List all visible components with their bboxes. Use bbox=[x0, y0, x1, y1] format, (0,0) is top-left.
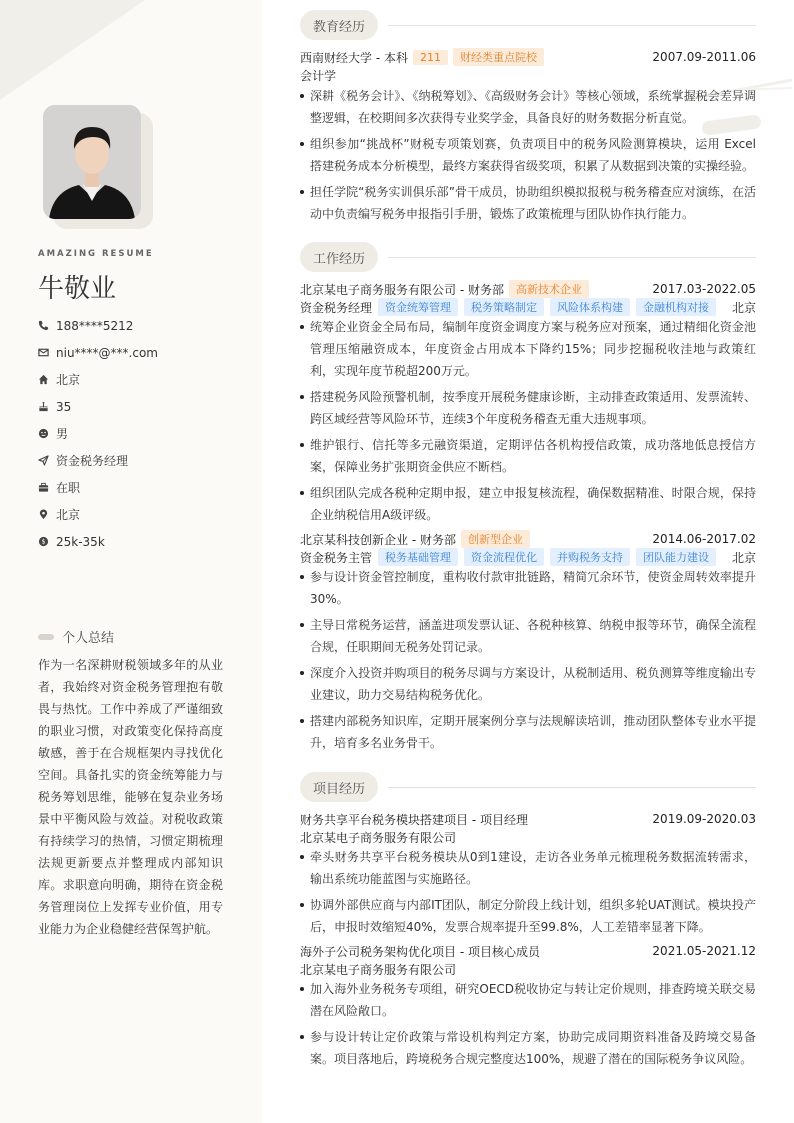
project-org: 北京某电子商务服务有限公司 bbox=[300, 962, 457, 977]
info-position bbox=[38, 447, 248, 474]
location-pin-icon bbox=[38, 509, 49, 520]
svg-text:$: $ bbox=[41, 537, 46, 546]
list-item: 协调外部供应商与内部IT团队，制定分阶段上线计划，组织多轮UAT测试。模块投产后，申报时效缩短40%，发票合规率提升至99.8%，人工差错率显著下降。 bbox=[300, 894, 756, 938]
project-name: 财务共享平台税务模块搭建项目 - 项目经理 bbox=[300, 812, 528, 827]
briefcase-icon bbox=[38, 482, 49, 493]
skill-tag: 资金统筹管理 bbox=[378, 298, 458, 316]
face-icon bbox=[38, 428, 49, 439]
list-item: 维护银行、信托等多元融资渠道，定期评估各机构授信政策，成功落地低息授信方案，保障业务扩张期资金供应不断档。 bbox=[300, 434, 756, 478]
job-date: 2014.06-2017.02 bbox=[652, 532, 756, 546]
salary-text: 25k-35k bbox=[56, 534, 105, 549]
education-school-row bbox=[300, 48, 756, 66]
section-projects-heading bbox=[300, 772, 756, 802]
job-date: 2017.03-2022.05 bbox=[652, 282, 756, 296]
info-status bbox=[38, 474, 248, 501]
job-bullets bbox=[300, 316, 756, 530]
project-org-row bbox=[300, 960, 756, 978]
list-item: 加入海外业务税务专项组，研究OECD税收协定与转让定价规则，排查跨境关联交易潜在风险敞口。 bbox=[300, 978, 756, 1022]
school-tag: 财经类重点院校 bbox=[453, 48, 544, 66]
school-tag: 211 bbox=[413, 50, 448, 65]
job-role: 资金税务经理 bbox=[300, 300, 373, 315]
skill-tag: 资金流程优化 bbox=[464, 548, 544, 566]
project-bullets bbox=[300, 846, 756, 942]
phone-text: 188****5212 bbox=[56, 318, 134, 333]
info-email bbox=[38, 339, 248, 366]
list-item: 统筹企业资金全局布局，编制年度资金调度方案与税务应对预案，通过精细化资金池管理压缩融资成本，年度资金占用成本下降约15%；同步挖掘税收洼地与政策红利，实现年度节税超200万元。 bbox=[300, 316, 756, 382]
section-education-heading bbox=[300, 10, 756, 40]
section-divider bbox=[388, 787, 756, 788]
project-date: 2019.09-2020.03 bbox=[652, 812, 756, 826]
list-item: 深耕《税务会计》、《纳税筹划》、《高级财务会计》等核心领域，系统掌握税会差异调整逻辑，在校期间多次获得专业奖学金，具备良好的财务数据分析直觉。 bbox=[300, 85, 756, 129]
profile-photo bbox=[43, 105, 141, 219]
summary-heading bbox=[38, 627, 114, 646]
project-name: 海外子公司税务架构优化项目 - 项目核心成员 bbox=[300, 944, 540, 959]
section-education-title: 教育经历 bbox=[300, 10, 378, 40]
candidate-name: 牛敬业 bbox=[38, 274, 117, 304]
list-item: 深度介入投资并购项目的税务尽调与方案设计，从税制适用、税负测算等维度输出专业建议，助力交易结构税务优化。 bbox=[300, 662, 756, 706]
avatar bbox=[43, 105, 153, 229]
project-org-row bbox=[300, 828, 756, 846]
list-item: 组织参加“挑战杯”财税专项策划赛，负责项目中的税务风险测算模块，运用 Excel 搭建税务成本分析模型，最终方案获得省级奖项，积累了从数据到决策的实操经验。 bbox=[300, 133, 756, 177]
age-text: 35 bbox=[56, 399, 72, 414]
list-item: 组织团队完成各税种定期申报，建立申报复核流程，确保数据精准、时限合规，保持企业纳税信用A级评级。 bbox=[300, 482, 756, 526]
section-projects-title: 项目经历 bbox=[300, 772, 378, 802]
major: 会计学 bbox=[300, 68, 337, 83]
home-text: 北京 bbox=[56, 373, 81, 387]
section-work-title: 工作经历 bbox=[300, 242, 378, 272]
send-icon bbox=[38, 455, 49, 466]
education-bullets bbox=[300, 85, 756, 229]
list-item: 搭建内部税务知识库，定期开展案例分享与法规解读培训，推动团队整体专业水平提升，培育多名业务骨干。 bbox=[300, 710, 756, 754]
position-text: 资金税务经理 bbox=[56, 454, 129, 468]
project-date: 2021.05-2021.12 bbox=[652, 944, 756, 958]
section-divider bbox=[388, 257, 756, 258]
list-item: 搭建税务风险预警机制，按季度开展税务健康诊断，主动排查政策适用、发票流转、跨区域经营等风险环节，连续3个年度税务稽查无重大违规事项。 bbox=[300, 386, 756, 430]
tagline: AMAZING RESUME bbox=[38, 249, 154, 259]
skill-tag: 税务策略制定 bbox=[464, 298, 544, 316]
cake-icon bbox=[38, 401, 49, 412]
job-city: 北京 bbox=[731, 550, 756, 565]
project-org: 北京某电子商务服务有限公司 bbox=[300, 830, 457, 845]
summary-title: 个人总结 bbox=[62, 631, 115, 646]
info-age bbox=[38, 393, 248, 420]
job-role-row bbox=[300, 548, 756, 566]
school-name: 西南财经大学 - 本科 bbox=[300, 50, 408, 65]
skill-tag: 金融机构对接 bbox=[636, 298, 716, 316]
info-gender bbox=[38, 420, 248, 447]
section-work-heading bbox=[300, 242, 756, 272]
list-item: 参与设计转让定价政策与常设机构判定方案，协助完成同期资料准备及跨境交易备案。项目落地后，跨境税务合规完整度达100%，规避了潜在的国际税务争议风险。 bbox=[300, 1026, 756, 1070]
job-bullets bbox=[300, 566, 756, 758]
mail-icon bbox=[38, 347, 49, 358]
project-title-row bbox=[300, 810, 756, 828]
company-tag: 高新技术企业 bbox=[509, 280, 589, 298]
email-text: niu****@***.com bbox=[56, 345, 158, 360]
info-phone bbox=[38, 312, 248, 339]
contact-info-list bbox=[38, 312, 248, 555]
list-item: 主导日常税务运营，涵盖进项发票认证、各税种核算、纳税申报等环节，确保全流程合规，任职期间无税务处罚记录。 bbox=[300, 614, 756, 658]
job-role: 资金税务主管 bbox=[300, 550, 373, 565]
summary-text: 作为一名深耕财税领域多年的从业者，我始终对资金税务管理抱有敬畏与热忱。工作中养成了严谨细致的职业习惯，对政策变化保持高度敏感，善于在合规框架内寻找优化空间。具备扎实的资金统筹能力与税务筹划思维，能够在复杂业务场景中平衡风险与效益。对税收政策有持续学习的热情，习惯定期梳理法规更新要点并整理成内部知识库。求职意向明确，期待在资金税务管理岗位上发挥专业价值，用专业能力为企业稳健经营保驾护航。 bbox=[38, 658, 223, 936]
list-item: 参与设计资金管控制度，重构收付款审批链路，精简冗余环节，使资金周转效率提升30%。 bbox=[300, 566, 756, 610]
section-divider bbox=[388, 25, 756, 26]
job-company-row bbox=[300, 530, 756, 548]
city-text: 北京 bbox=[56, 508, 81, 522]
status-text: 在职 bbox=[56, 481, 81, 495]
info-city bbox=[38, 501, 248, 528]
job-company-row bbox=[300, 280, 756, 298]
gender-text: 男 bbox=[56, 427, 69, 441]
skill-tag: 并购税务支持 bbox=[550, 548, 630, 566]
summary-pill-marker bbox=[38, 634, 54, 640]
home-icon bbox=[38, 374, 49, 385]
info-home bbox=[38, 366, 248, 393]
education-major-row bbox=[300, 66, 756, 84]
info-salary bbox=[38, 528, 248, 555]
skill-tag: 风险体系构建 bbox=[550, 298, 630, 316]
skill-tag: 团队能力建设 bbox=[636, 548, 716, 566]
money-icon bbox=[38, 536, 49, 547]
company-name: 北京某科技创新企业 - 财务部 bbox=[300, 532, 456, 547]
sidebar bbox=[0, 0, 262, 1123]
list-item: 牵头财务共享平台税务模块从0到1建设，走访各业务单元梳理税务数据流转需求，输出系统功能蓝图与实施路径。 bbox=[300, 846, 756, 890]
job-city: 北京 bbox=[731, 300, 756, 315]
project-bullets bbox=[300, 978, 756, 1074]
phone-icon bbox=[38, 320, 49, 331]
company-tag: 创新型企业 bbox=[461, 530, 530, 548]
list-item: 担任学院“税务实训俱乐部”骨干成员，协助组织模拟报税与税务稽查应对演练，在活动中负责编写税务申报指引手册，锻炼了政策梳理与团队协作执行能力。 bbox=[300, 181, 756, 225]
skill-tag: 税务基础管理 bbox=[378, 548, 458, 566]
job-role-row bbox=[300, 298, 756, 316]
company-name: 北京某电子商务服务有限公司 - 财务部 bbox=[300, 282, 504, 297]
project-title-row bbox=[300, 942, 756, 960]
education-date: 2007.09-2011.06 bbox=[652, 50, 756, 64]
